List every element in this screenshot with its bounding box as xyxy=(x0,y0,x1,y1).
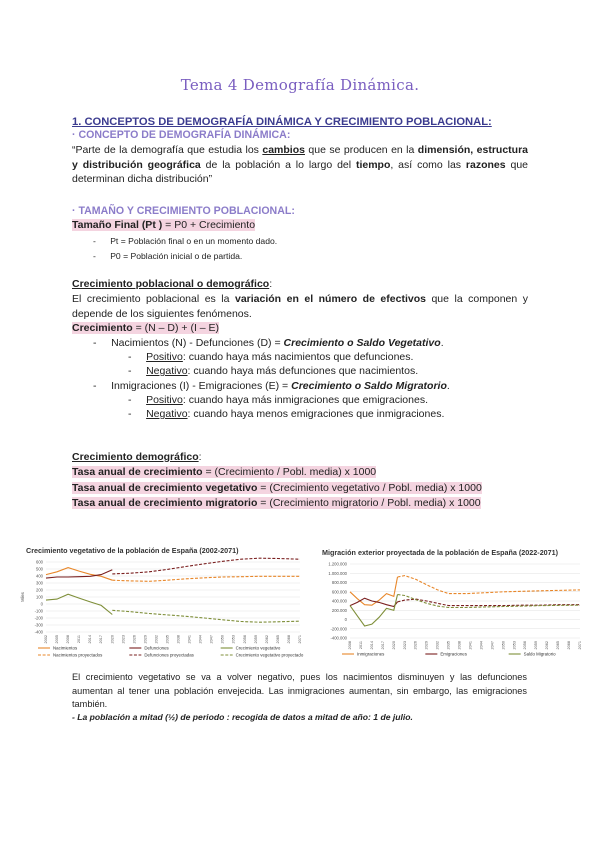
x-tick-label: 2050 xyxy=(220,635,225,644)
x-tick-label: 2071 xyxy=(578,641,582,650)
x-tick-label: 2005 xyxy=(55,635,60,644)
series-line-nacimientos-proyectados xyxy=(112,576,300,581)
migratorio-positivo: - Positivo: cuando haya más inmigraciones que emigraciones. xyxy=(128,394,428,406)
chart2-title: Migración exterior proyectada de la población de España (2022-2071) xyxy=(322,548,559,557)
crecimiento-formula: Crecimiento = (N – D) + (I – E) xyxy=(72,322,220,334)
x-tick-label: 2062 xyxy=(545,641,550,650)
subheading-concepto: · CONCEPTO DE DEMOGRAFÍA DINÁMICA: xyxy=(72,129,291,141)
y-tick-label: 0 xyxy=(344,617,347,623)
chart-migracion xyxy=(318,560,584,666)
legend-label: Crecimiento vegetativo xyxy=(235,645,281,651)
x-tick-label: 2041 xyxy=(468,641,473,650)
x-tick-label: 2026 xyxy=(413,641,418,650)
bullet-p0: - P0 = Población inicial o de partida. xyxy=(93,251,243,261)
y-tick-label: 200 xyxy=(36,587,43,593)
y-tick-label: 100 xyxy=(36,594,43,600)
x-tick-label: 2059 xyxy=(534,641,539,650)
x-tick-label: 2023 xyxy=(402,641,407,650)
chart1-title: Crecimiento vegetativo de la población de España (2002-2071) xyxy=(26,546,239,555)
y-tick-label: 600.000 xyxy=(331,589,347,595)
x-tick-label: 2038 xyxy=(457,641,462,650)
crecimiento-demografico-heading: Crecimiento demográfico: xyxy=(72,451,202,463)
x-tick-label: 2011 xyxy=(358,641,363,650)
vegetativo-line: - Nacimientos (N) - Defunciones (D) = Crecimiento o Saldo Vegetativo. xyxy=(93,337,444,349)
legend-label: Defunciones proyectadas xyxy=(144,652,194,658)
legend-label: Crecimiento vegetativo proyectado xyxy=(235,652,304,658)
x-tick-label: 2059 xyxy=(253,635,258,644)
x-tick-label: 2020 xyxy=(391,641,396,650)
tamano-formula: Tamaño Final (Pt ) = P0 + Crecimiento xyxy=(72,219,256,231)
y-tick-label: 600 xyxy=(36,559,43,565)
y-tick-label: 200.000 xyxy=(331,607,347,613)
x-tick-label: 2035 xyxy=(446,641,451,650)
vegetativo-positivo: - Positivo: cuando haya más nacimientos que defunciones. xyxy=(128,351,414,363)
vegetativo-negativo: - Negativo: cuando haya más defunciones que nacimientos. xyxy=(128,365,419,377)
x-tick-label: 2068 xyxy=(286,635,291,644)
migratorio-line: - Inmigraciones (I) - Emigraciones (E) = Crecimiento o Saldo Migratorio. xyxy=(93,380,450,392)
y-tick-label: 500 xyxy=(36,566,43,572)
x-tick-label: 2029 xyxy=(424,641,429,650)
x-tick-label: 2008 xyxy=(66,635,71,644)
x-tick-label: 2014 xyxy=(369,641,374,650)
y-tick-label: 800.000 xyxy=(331,580,347,586)
y-tick-label: 400.000 xyxy=(331,598,347,604)
y-tick-label: -200.000 xyxy=(330,626,347,632)
x-tick-label: 2044 xyxy=(198,635,203,644)
x-tick-label: 2017 xyxy=(380,641,385,650)
y-tick-label: 1.200.000 xyxy=(328,561,347,567)
x-tick-label: 2062 xyxy=(264,635,269,644)
x-tick-label: 2047 xyxy=(490,641,495,650)
y-tick-label: 0 xyxy=(40,601,43,607)
y-tick-label: 1.000.000 xyxy=(328,570,347,576)
tasa-crecimiento: Tasa anual de crecimiento = (Crecimiento / Pobl. media) x 1000 xyxy=(72,466,377,478)
legend-label: Nacimientos xyxy=(53,645,78,651)
crecimiento-poblacional-paragraph: El crecimiento poblacional es la variación en el número de efectivos que la componen y depende de los siguientes fenómenos. xyxy=(72,293,528,320)
footer-note: - La población a mitad (½) de periodo : recogida de datos a mitad de año: 1 de julio. xyxy=(72,712,413,722)
series-line-emigraciones xyxy=(350,598,398,606)
x-tick-label: 2056 xyxy=(523,641,528,650)
legend-label: Defunciones xyxy=(144,645,169,651)
series-line-inmigraciones-proyectadas xyxy=(398,576,581,594)
x-tick-label: 2041 xyxy=(187,635,192,644)
page-title: Tema 4 Demografía Dinámica. xyxy=(180,76,420,94)
legend-label: Inmigraciones xyxy=(357,651,385,657)
x-tick-label: 2056 xyxy=(242,635,247,644)
x-tick-label: 2017 xyxy=(99,635,104,644)
y-tick-label: -400.000 xyxy=(330,635,347,641)
legend-label: Nacimientos proyectados xyxy=(53,652,103,658)
section-heading: 1. CONCEPTOS DE DEMOGRAFÍA DINÁMICA Y CRECIMIENTO POBLACIONAL: xyxy=(72,116,492,128)
y-tick-label: -200 xyxy=(34,615,43,621)
x-tick-label: 2065 xyxy=(556,641,561,650)
x-tick-label: 2050 xyxy=(501,641,506,650)
x-tick-label: 2014 xyxy=(88,635,93,644)
legend-label: Saldo Migratorio xyxy=(523,651,556,657)
x-tick-label: 2065 xyxy=(275,635,280,644)
y-tick-label: 400 xyxy=(36,573,43,579)
x-tick-label: 2053 xyxy=(512,641,517,650)
x-tick-label: 2008 xyxy=(348,641,352,650)
x-tick-label: 2029 xyxy=(143,635,148,644)
chart-vegetativo xyxy=(20,556,306,666)
tasa-crecimiento-migratorio: Tasa anual de crecimiento migratorio = (Crecimiento migratorio / Pobl. media) x 1000 xyxy=(72,497,481,509)
bullet-pt: - Pt = Población final o en un momento dado. xyxy=(93,236,278,246)
footer-paragraph: El crecimiento vegetativo se va a volver negativo, pues los nacimientos disminuyen y las defunciones aumentan al tener una población envejecida. Las inmigraciones aumentan, sin embargo, las emigraciones también. xyxy=(72,672,527,710)
subheading-tamano: · TAMAÑO Y CRECIMIENTO POBLACIONAL: xyxy=(72,205,295,217)
x-tick-label: 2020 xyxy=(110,635,115,644)
x-tick-label: 2002 xyxy=(44,635,48,644)
y-tick-label: 300 xyxy=(36,580,43,586)
y-tick-label: -100 xyxy=(34,608,43,614)
x-tick-label: 2044 xyxy=(479,641,484,650)
x-tick-label: 2071 xyxy=(298,635,302,644)
x-tick-label: 2038 xyxy=(176,635,181,644)
y-axis-label: Miles xyxy=(20,592,25,602)
x-tick-label: 2053 xyxy=(231,635,236,644)
legend-label: Emigraciones xyxy=(440,651,467,657)
x-tick-label: 2032 xyxy=(435,641,440,650)
x-tick-label: 2011 xyxy=(77,635,82,644)
x-tick-label: 2026 xyxy=(132,635,137,644)
x-tick-label: 2032 xyxy=(154,635,159,644)
series-line-crecimiento-vegetativo-proyectado xyxy=(112,610,300,622)
crecimiento-poblacional-heading: Crecimiento poblacional o demográfico: xyxy=(72,278,273,290)
y-tick-label: -300 xyxy=(34,622,43,628)
y-tick-label: -400 xyxy=(34,629,43,635)
tasa-crecimiento-vegetativo: Tasa anual de crecimiento vegetativo = (Crecimiento vegetativo / Pobl. media) x 1000 xyxy=(72,482,482,494)
definition-paragraph: “Parte de la demografía que estudia los cambios que se producen en la dimensión, estructura y distribución geográfica de la población a lo largo del tiempo, así como las razones que determinan dicha distribución” xyxy=(72,144,529,185)
x-tick-label: 2068 xyxy=(567,641,572,650)
x-tick-label: 2047 xyxy=(209,635,214,644)
x-tick-label: 2023 xyxy=(121,635,126,644)
x-tick-label: 2035 xyxy=(165,635,170,644)
migratorio-negativo: - Negativo: cuando haya menos emigraciones que inmigraciones. xyxy=(128,408,445,420)
series-line-defunciones-proyectadas xyxy=(112,558,300,574)
